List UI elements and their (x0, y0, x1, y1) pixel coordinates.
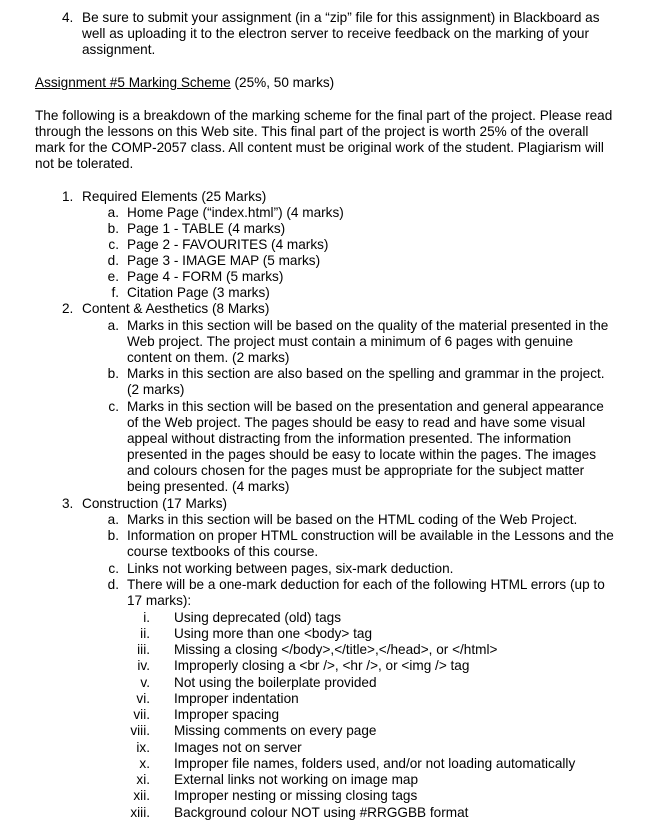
list-marker: xiii. (130, 805, 150, 820)
list-marker: b. (107, 221, 119, 236)
list-number: 2. (62, 301, 74, 316)
error-item: Missing comments on every page (174, 723, 377, 738)
list-item: Web project. The project must contain a minimum of 6 pages with genuine (127, 334, 574, 349)
intro-line: through the lessons on this Web site. This final part of the project is worth 25% of the overall (35, 124, 589, 139)
list-marker: e. (107, 269, 119, 284)
list-item: appeal without distracting from the information presented. The information (127, 431, 572, 446)
list-item: Marks in this section will be based on the quality of the material presented in the (127, 318, 609, 333)
list-marker: i. (143, 610, 150, 625)
list-marker: vii. (133, 707, 150, 722)
list-marker: xi. (136, 772, 150, 787)
heading-title: Assignment #5 Marking Scheme (35, 75, 231, 90)
list-marker: v. (140, 675, 150, 690)
list-marker: iv. (137, 658, 150, 673)
list-item: of the Web project. The pages should be easy to read and have some visual (127, 415, 586, 430)
list-marker: d. (107, 253, 119, 268)
error-item: Not using the boilerplate provided (174, 675, 377, 690)
list-item: Page 4 - FORM (5 marks) (127, 269, 284, 284)
list-marker: xii. (133, 788, 150, 803)
list-marker: c. (108, 561, 119, 576)
list-marker: b. (107, 528, 119, 543)
list-marker: a. (107, 318, 119, 333)
list-marker: iii. (137, 642, 150, 657)
list-number: 4. (62, 10, 74, 25)
section-heading (35, 75, 334, 91)
list-marker: c. (108, 399, 119, 414)
list-item: Home Page (“index.html”) (4 marks) (127, 205, 344, 220)
error-item: Improper indentation (174, 691, 299, 706)
error-item: Improper spacing (174, 707, 280, 722)
error-item: Images not on server (174, 740, 302, 755)
list-marker: ii. (140, 626, 150, 641)
list-item: course textbooks of this course. (127, 544, 319, 559)
error-item: Improper file names, folders used, and/or not loading automatically (174, 756, 576, 771)
section-title: Content & Aesthetics (8 Marks) (82, 301, 270, 316)
list-item: There will be a one-mark deduction for each of the following HTML errors (up to (127, 577, 605, 592)
list-marker: c. (108, 237, 119, 252)
intro-line: mark for the COMP-2057 class. All content must be original work of the student. Plagiarism will (35, 140, 604, 155)
list-number: 1. (62, 189, 74, 204)
item-4-line: Be sure to submit your assignment (in a “zip” file for this assignment) in Blackboard as (82, 10, 600, 25)
list-item: presented in the pages should be easy to locate within the pages. The images (127, 447, 597, 462)
list-item: Citation Page (3 marks) (127, 285, 270, 300)
error-item: Background colour NOT using #RRGGBB format (174, 805, 469, 820)
list-marker: b. (107, 366, 119, 381)
error-item: External links not working on image map (174, 772, 419, 787)
list-item: Marks in this section will be based on the presentation and general appearance (127, 399, 604, 414)
list-item: Page 1 - TABLE (4 marks) (127, 221, 286, 236)
list-marker: vi. (136, 691, 150, 706)
list-marker: f. (111, 285, 119, 300)
list-item: Page 2 - FAVOURITES (4 marks) (127, 237, 329, 252)
list-number: 3. (62, 496, 74, 511)
list-item: Information on proper HTML construction will be available in the Lessons and the (127, 528, 614, 543)
list-item: content on them. (2 marks) (127, 350, 290, 365)
section-title: Construction (17 Marks) (82, 496, 228, 511)
section-title: Required Elements (25 Marks) (82, 189, 267, 204)
list-marker: a. (107, 205, 119, 220)
list-marker: a. (107, 512, 119, 527)
error-item: Using deprecated (old) tags (174, 610, 341, 625)
list-marker: d. (107, 577, 119, 592)
list-marker: x. (139, 756, 150, 771)
error-item: Missing a closing </body>,</title>,</head>, or </html> (174, 642, 498, 657)
list-item: Links not working between pages, six-mark deduction. (127, 561, 454, 576)
list-marker: ix. (136, 740, 150, 755)
item-4-line: assignment. (82, 42, 156, 57)
error-item: Improperly closing a <br />, <hr />, or <img /> tag (174, 658, 470, 673)
item-4-line: well as uploading it to the electron server to receive feedback on the marking of your (82, 26, 590, 41)
intro-line: The following is a breakdown of the marking scheme for the final part of the project. Please read (35, 108, 613, 123)
intro-line: not be tolerated. (35, 156, 134, 171)
heading-suffix: (25%, 50 marks) (230, 75, 335, 90)
list-item: 17 marks): (127, 593, 192, 608)
list-item: and colours chosen for the pages must be appropriate for the subject matter (127, 463, 585, 478)
list-item: Marks in this section will be based on the HTML coding of the Web Project. (127, 512, 578, 527)
error-item: Improper nesting or missing closing tags (174, 788, 418, 803)
list-item: being presented. (4 marks) (127, 479, 290, 494)
list-marker: viii. (130, 723, 150, 738)
list-item: Marks in this section are also based on the spelling and grammar in the project. (127, 366, 605, 381)
error-item: Using more than one <body> tag (174, 626, 372, 641)
list-item: Page 3 - IMAGE MAP (5 marks) (127, 253, 321, 268)
list-item: (2 marks) (127, 382, 185, 397)
